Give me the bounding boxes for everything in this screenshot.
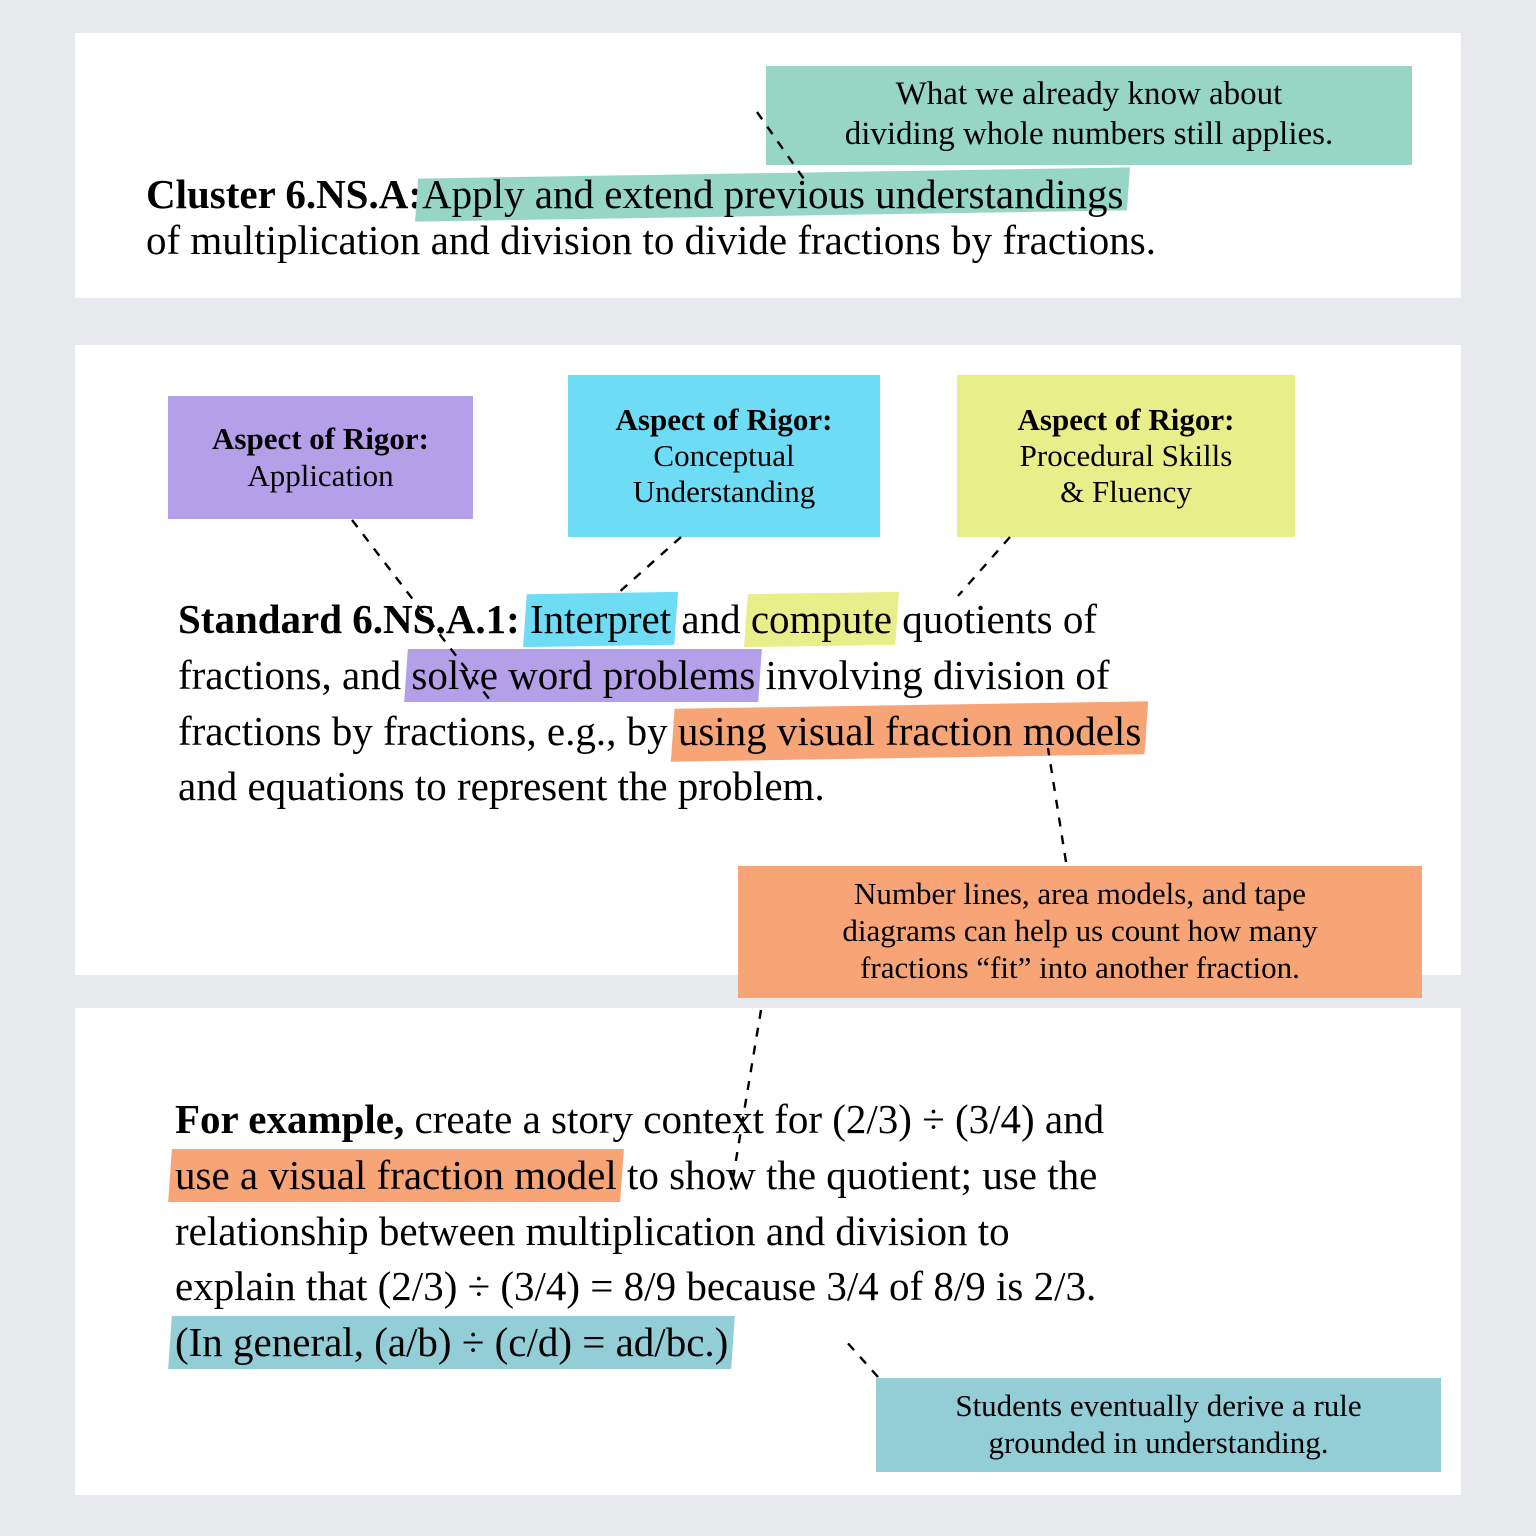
standard-line2-post: involving division of (765, 651, 1110, 698)
cluster-line-2: of multiplication and division to divide fractions by fractions. (146, 216, 1157, 263)
example-line-4: explain that (2/3) ÷ (3/4) = 8/9 because 3/4 of 8/9 is 2/3. (175, 1263, 1097, 1310)
example-line-3: relationship between multiplication and division to (175, 1207, 1010, 1254)
standard-text (178, 592, 1141, 815)
example-line-5 (175, 1315, 1104, 1371)
cluster-highlight-apply: Apply and extend previous understandings (422, 171, 1124, 217)
callout-standard (738, 866, 1422, 998)
cluster-text (146, 172, 1156, 264)
callout-example-line1: Students eventually derive a rule (955, 1388, 1362, 1423)
standard-highlight-solve: solve word problems (411, 648, 755, 704)
callout-example (876, 1378, 1441, 1472)
rigor-conceptual-head: Aspect of Rigor: (615, 401, 833, 437)
callout-example-line2: grounded in understanding. (988, 1425, 1329, 1461)
rigor-procedural-head: Aspect of Rigor: (1017, 401, 1235, 437)
standard-line-1 (178, 592, 1141, 648)
standard-tail-1: quotients of (902, 596, 1097, 642)
standard-line2-pre: fractions, and (178, 651, 402, 698)
example-label: For example, (175, 1096, 405, 1142)
rigor-box-conceptual[interactable] (568, 375, 880, 537)
callout-standard-line3: fractions “fit” into another fraction. (860, 950, 1300, 986)
rigor-conceptual-sub1: Conceptual (653, 437, 795, 473)
example-text (175, 1092, 1104, 1371)
callout-cluster-line2: dividing whole numbers still applies. (844, 115, 1334, 152)
callout-standard-line1: Number lines, area models, and tape (854, 876, 1306, 911)
example-line1-rest: create a story context for (2/3) ÷ (3/4) and (414, 1096, 1105, 1142)
standard-line-2 (178, 648, 1141, 704)
example-line-2 (175, 1148, 1104, 1204)
standard-highlight-interpret: Interpret (530, 592, 671, 648)
callout-cluster-line1: What we already know about (895, 76, 1283, 112)
rigor-procedural-sub2: & Fluency (1060, 474, 1192, 510)
standard-line3-pre: fractions by fractions, e.g., by (178, 707, 668, 754)
rigor-box-application[interactable] (168, 396, 473, 519)
standard-word-and: and (681, 596, 741, 642)
standard-highlight-compute: compute (751, 592, 892, 648)
standard-line-4: and equations to represent the problem. (178, 763, 825, 810)
rigor-procedural-sub1: Procedural Skills (1019, 437, 1233, 473)
example-line2-rest: to show the quotient; use the (627, 1151, 1098, 1198)
standard-highlight-visual-models: using visual fraction models (678, 704, 1141, 760)
cluster-label: Cluster 6.NS.A: (146, 171, 422, 217)
standard-label: Standard 6.NS.A.1: (178, 596, 520, 642)
rigor-box-procedural[interactable] (957, 375, 1295, 537)
callout-standard-line2: diagrams can help us count how many (842, 913, 1318, 949)
rigor-application-head: Aspect of Rigor: (212, 421, 429, 457)
cluster-line-1 (146, 172, 1156, 218)
rigor-application-sub: Application (247, 457, 394, 493)
callout-cluster (766, 66, 1412, 165)
standard-line-3 (178, 704, 1141, 760)
example-highlight-model: use a visual fraction model (175, 1148, 617, 1204)
example-highlight-general: (In general, (a/b) ÷ (c/d) = ad/bc.) (175, 1315, 728, 1371)
rigor-conceptual-sub2: Understanding (632, 474, 816, 510)
example-line-1 (175, 1092, 1104, 1148)
